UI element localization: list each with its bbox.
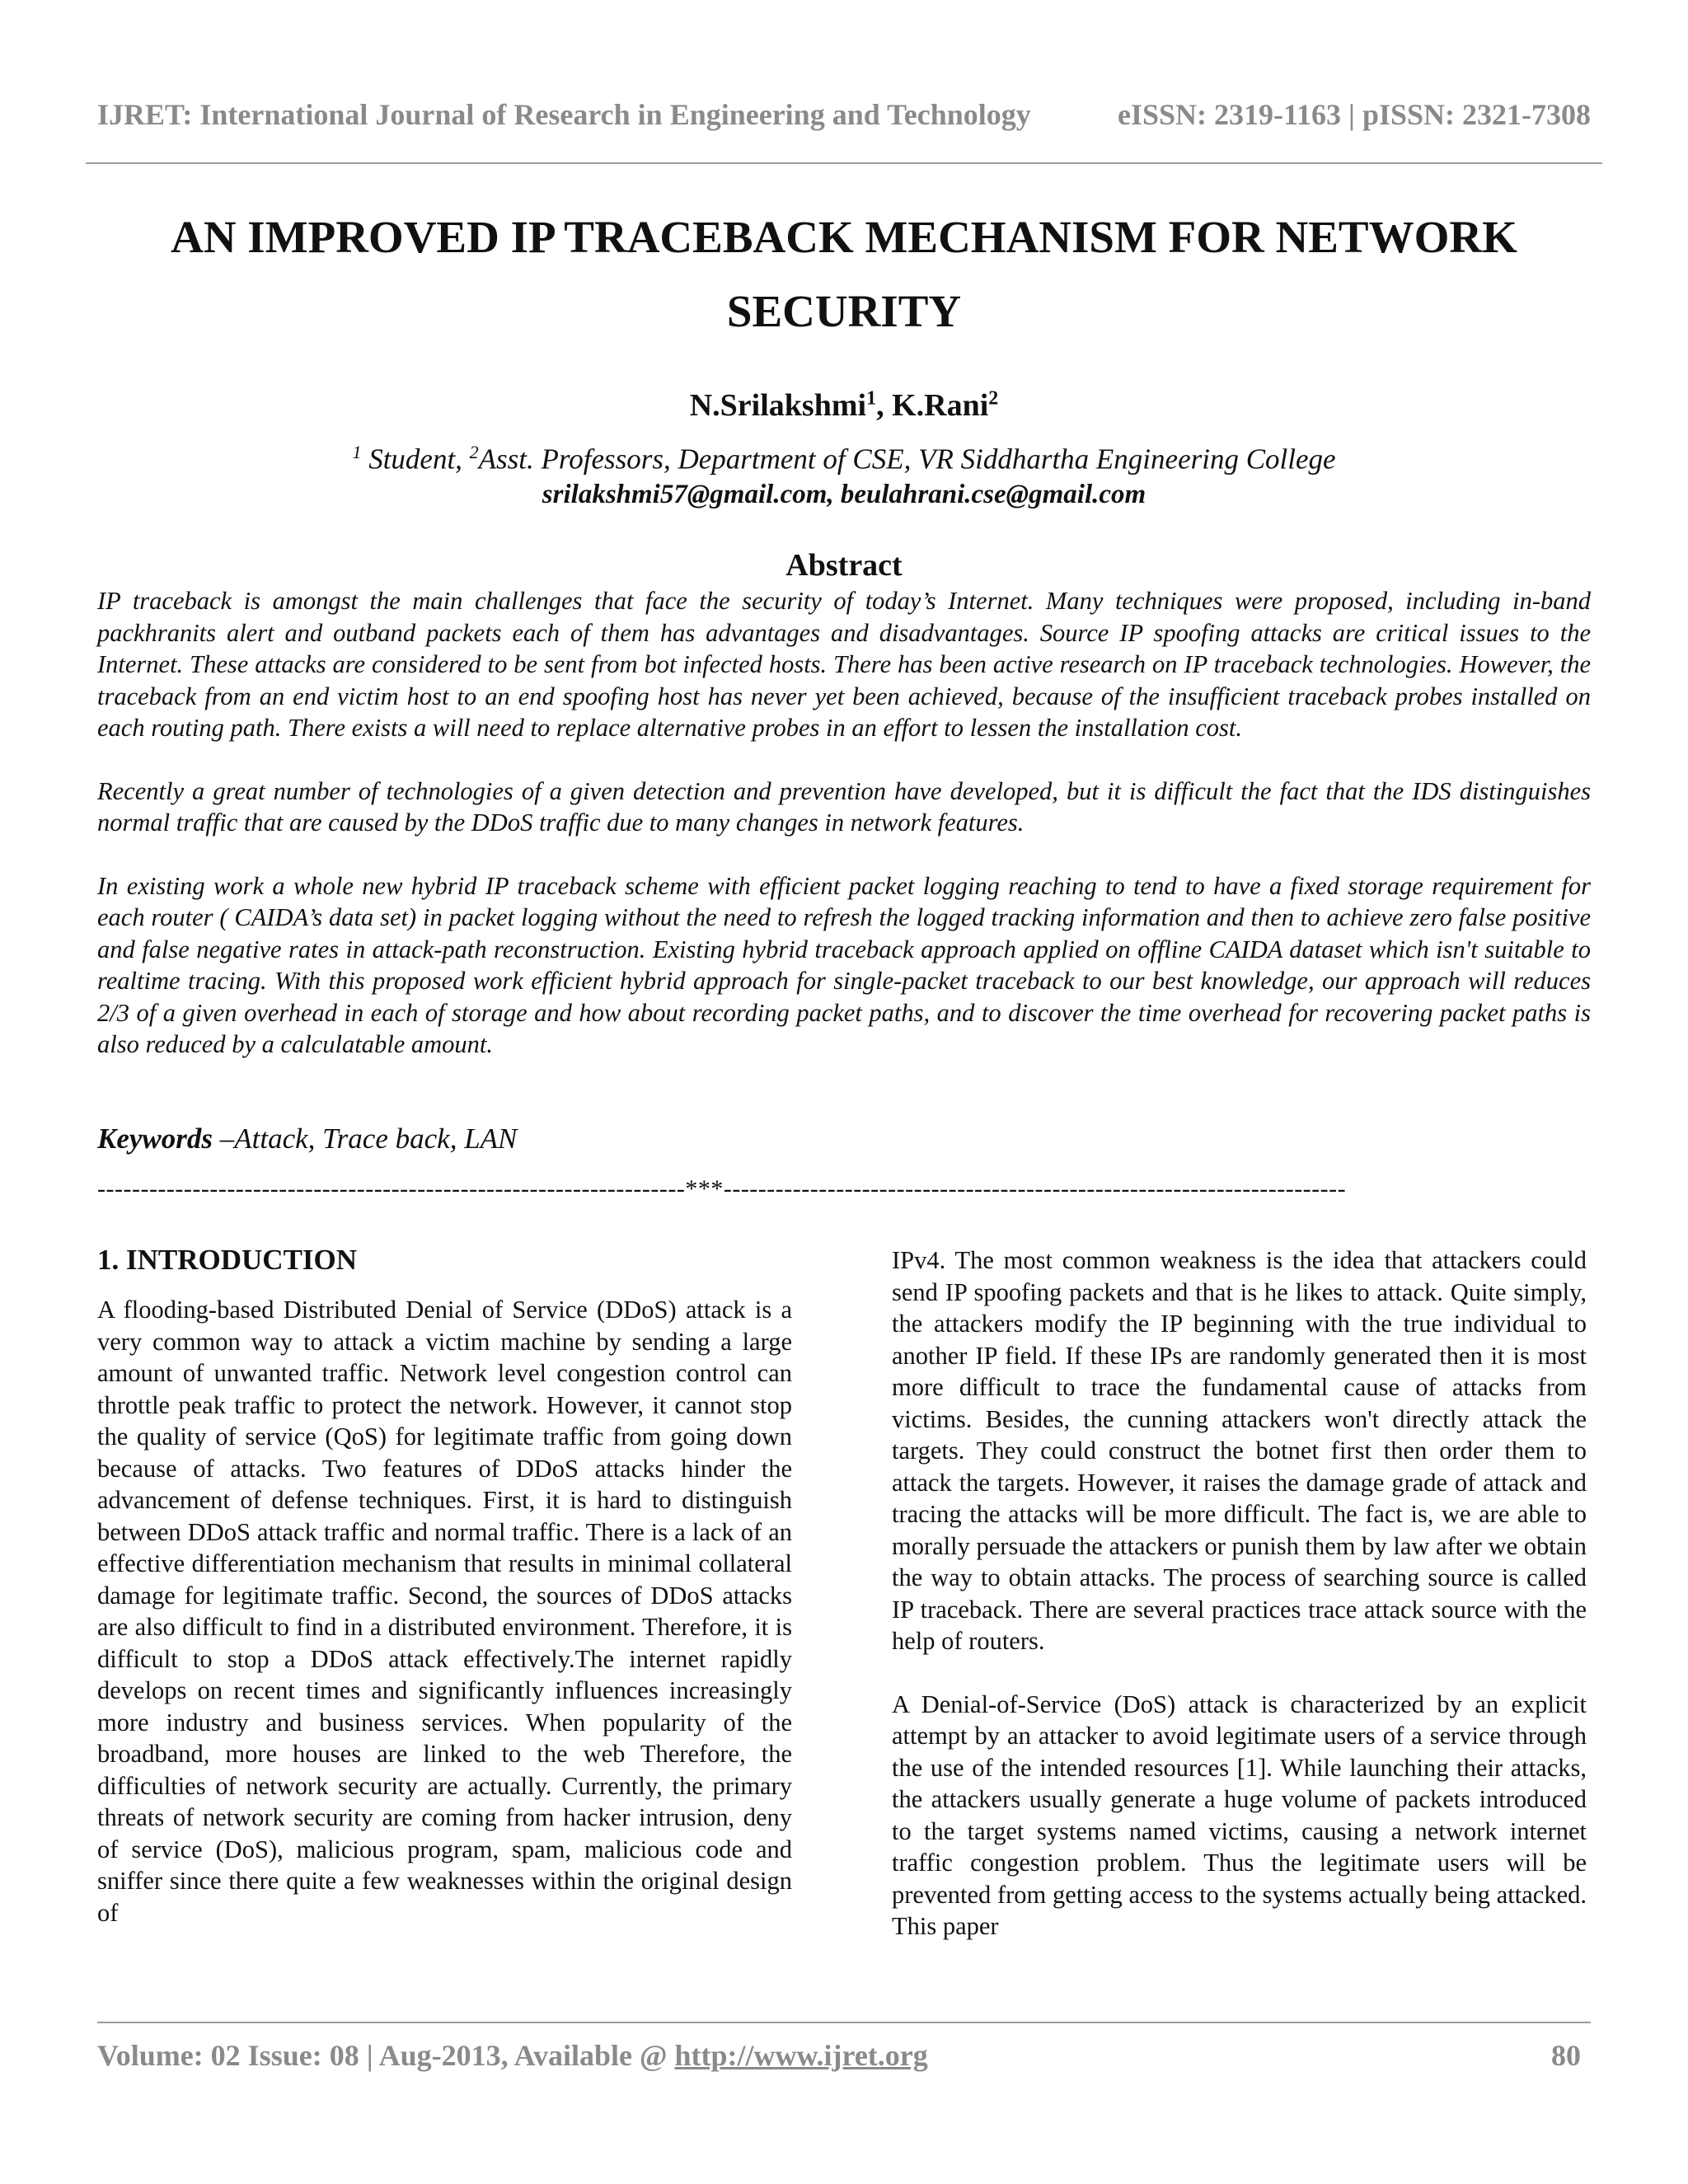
affiliation-role-1: Student, <box>361 443 470 476</box>
volume-info <box>97 2038 928 2073</box>
right-column <box>892 1244 1587 1974</box>
body-paragraph: A flooding-based Distributed Denial of Service (DDoS) attack is a very common way to attack a victim machine by sending a large amount of unwanted traffic. Network level congestion control can throttle peak traffic to protect the network. However, it cannot stop the quality of service (QoS) for legitimate traffic from going down because of attacks. Two features of DDoS attacks hinder the advancement of defense techniques. First, it is hard to distinguish between DDoS attack traffic and normal traffic. There is a lack of an effective differentiation mechanism that results in minimal collateral damage for legitimate traffic. Second, the sources of DDoS attacks are also difficult to find in a distributed environment. Therefore, it is difficult to stop a DDoS attack effectively.The internet rapidly develops on recent times and significantly influences increasingly more industry and business services. When popularity of the broadband, more houses are linked to the web Therefore, the difficulties of network security are actually. Currently, the primary threats of network security are coming from hacker intrusion, deny of service (DoS), malicious program, spam, malicious code and sniffer since there quite a few weaknesses within the original design of <box>97 1296 792 1927</box>
left-column <box>97 1243 792 1960</box>
body-paragraph: IPv4. The most common weakness is the idea that attackers could send IP spoofing packets and that is he likes to attack. Quite simply, the attackers modify the IP beginning with the true individual to another IP field. If these IPs are randomly generated then it is most more difficult to trace the fundamental cause of attacks from victims. Besides, the cunning attackers won't directly attack the targets. They could construct the botnet first then order them to attack the targets. However, it raises the damage grade of attack and tracing the attacks will be more difficult. The fact is, we are able to morally persuade the attackers or punish them by law after we obtain the way to obtain attacks. The process of searching source is called IP traceback. There are several practices trace attack source with the help of routers. <box>892 1246 1587 1655</box>
author-1-sup: 1 <box>866 387 877 410</box>
author-emails: srilakshmi57@gmail.com, beulahrani.cse@gmail.com <box>542 480 1146 509</box>
paper-title: AN IMPROVED IP TRACEBACK MECHANISM FOR NETWORK SECURITY <box>171 212 1517 336</box>
author-1: N.Srilakshmi <box>689 388 867 423</box>
affiliation-sup-2: 2 <box>469 442 479 462</box>
abstract-paragraph: Recently a great number of technologies of a given detection and prevention have developed, but it is difficult the fact that the IDS distinguishes normal traffic that are caused by the DDoS traffic due to many changes in network features. <box>97 776 1591 837</box>
abstract-heading: Abstract <box>785 548 903 583</box>
header-divider <box>86 162 1602 164</box>
keywords-dash: – <box>213 1122 235 1155</box>
affiliation-sup-1: 1 <box>352 442 362 462</box>
journal-link[interactable]: http://www.ijret.org <box>674 2039 928 2072</box>
volume-text: Volume: 02 Issue: 08 | Aug-2013, Available @ <box>97 2039 675 2072</box>
section-separator: --------------------------------------------------------------------***------------------------------------------------------------------------ <box>97 1175 1347 1202</box>
affiliation-text: Asst. Professors, Department of CSE, VR Siddhartha Engineering College <box>478 443 1336 476</box>
author-line <box>0 387 1688 424</box>
running-footer <box>97 2038 1581 2073</box>
keywords-label: Keywords <box>97 1122 213 1155</box>
footer-divider <box>97 2022 1591 2023</box>
section-heading-introduction: 1. INTRODUCTION <box>97 1244 358 1276</box>
running-header <box>97 97 1591 132</box>
page-number: 80 <box>1551 2039 1581 2072</box>
abstract-body <box>97 585 1591 1092</box>
author-2: K.Rani <box>892 388 989 423</box>
author-2-sup: 2 <box>988 387 999 410</box>
abstract-paragraph: IP traceback is amongst the main challenges that face the security of today’s Internet. Many techniques were proposed, including in-band packhranits alert and outband packets each of them has advantages and disadvantages. Source IP spoofing attacks are critical issues to the Internet. These attacks are considered to be sent from bot infected hosts. There has been active research on IP traceback technologies. However, the traceback from an end victim host to an end spoofing host has never yet been achieved, because of the insufficient traceback probes installed on each routing path. There exists a will need to replace alternative probes in an effort to lessen the installation cost. <box>97 587 1591 742</box>
body-paragraph: A Denial-of-Service (DoS) attack is characterized by an explicit attempt by an attacker to avoid legitimate users of a service through the use of the intended resources [1]. While launching their attacks, the attackers usually generate a huge volume of packets introduced to the target systems named victims, causing a network internet traffic congestion problem. Thus the legitimate users will be prevented from getting access to the systems actually being attacked. This paper <box>892 1690 1587 1940</box>
keywords <box>97 1122 517 1155</box>
affiliation <box>0 442 1688 476</box>
keywords-text: Attack, Trace back, LAN <box>234 1122 518 1155</box>
author-separator: , <box>876 388 893 423</box>
issn-info: eISSN: 2319-1163 | pISSN: 2321-7308 <box>1118 98 1591 131</box>
abstract-paragraph: In existing work a whole new hybrid IP traceback scheme with efficient packet logging reaching to tend to have a fixed storage requirement for each router ( CAIDA’s data set) in packet logging without the need to refresh the logged tracking information and then to achieve zero false positive and false negative rates in attack-path reconstruction. Existing hybrid traceback approach applied on offline CAIDA dataset which isn't suitable to realtime tracing. With this proposed work efficient hybrid approach for single-packet traceback to our best knowledge, our approach will reduces 2/3 of a given overhead in each of storage and how about recording packet paths, and to discover the time overhead for recovering packet paths is also reduced by a calculatable amount. <box>97 871 1591 1058</box>
journal-name: IJRET: International Journal of Research in Engineering and Technology <box>97 98 1031 131</box>
